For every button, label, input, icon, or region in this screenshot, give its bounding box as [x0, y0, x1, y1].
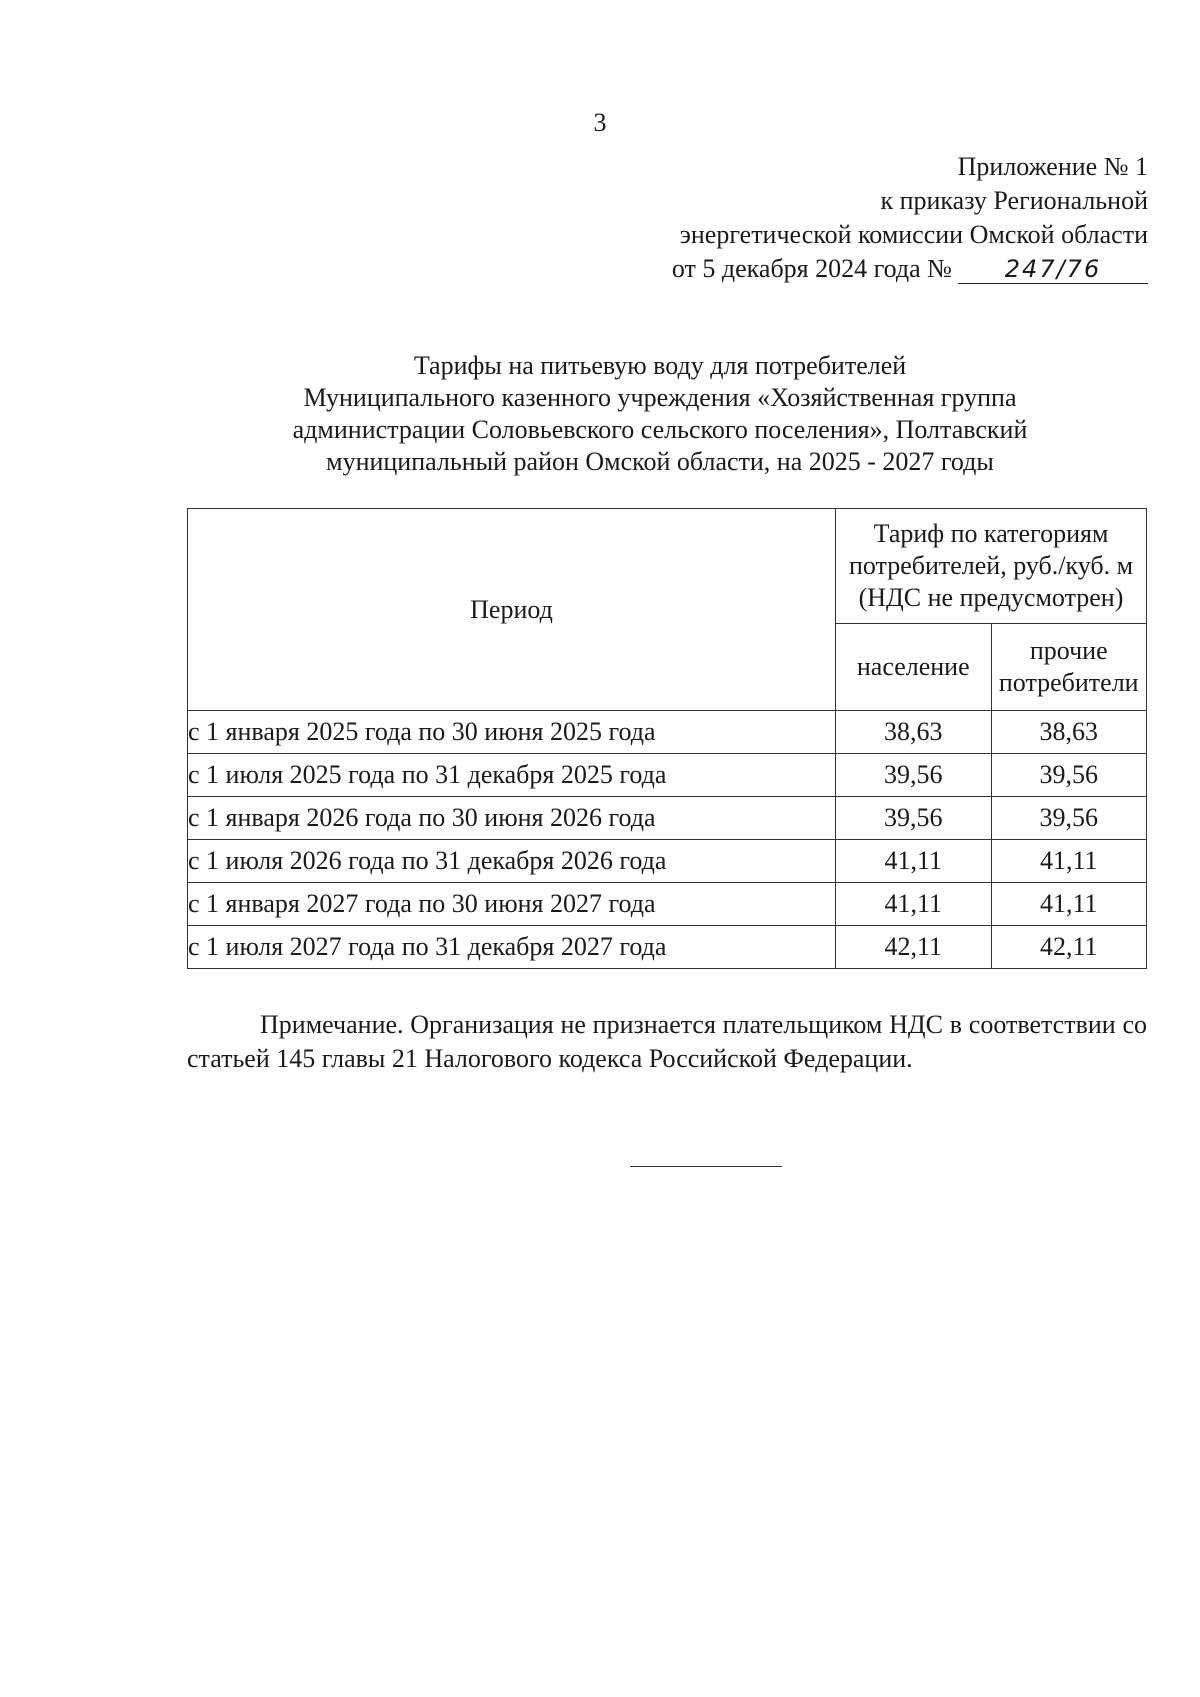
- other-header-line-2: потребители: [998, 668, 1139, 697]
- document-title: [180, 350, 1140, 478]
- tariff-table: [187, 508, 1147, 969]
- appendix-block: [672, 150, 1148, 286]
- closing-divider: [630, 1166, 782, 1167]
- table-row: [188, 883, 1147, 926]
- other-value: 39,56: [991, 797, 1147, 840]
- other-value: 41,11: [991, 883, 1147, 926]
- table-row: [188, 797, 1147, 840]
- period-cell: с 1 января 2027 года по 30 июня 2027 года: [188, 883, 836, 926]
- title-line-3: администрации Соловьевского сельского поселения», Полтавский: [292, 415, 1028, 444]
- period-cell: с 1 января 2025 года по 30 июня 2025 года: [188, 711, 836, 754]
- note-text: Примечание. Организация не признается плательщиком НДС в соответствии со статьей 145 главы 21 Налогового кодекса Российской Федерации.: [187, 1010, 1147, 1073]
- population-header: население: [836, 624, 991, 711]
- tariff-header-line-2: потребителей, руб./куб. м: [848, 551, 1134, 580]
- other-value: 41,11: [991, 840, 1147, 883]
- population-value: 39,56: [836, 754, 991, 797]
- handwritten-order-number: 247/76: [958, 255, 1148, 284]
- appendix-date-line: [672, 252, 1148, 286]
- other-value: 42,11: [991, 926, 1147, 969]
- table-row: [188, 840, 1147, 883]
- population-value: 41,11: [836, 883, 991, 926]
- population-value: 42,11: [836, 926, 991, 969]
- title-line-4: муниципальный район Омской области, на 2025 - 2027 годы: [326, 447, 994, 476]
- period-cell: с 1 июля 2026 года по 31 декабря 2026 года: [188, 840, 836, 883]
- population-value: 38,63: [836, 711, 991, 754]
- other-header-line-1: прочие: [1029, 636, 1108, 665]
- period-header: Период: [188, 509, 836, 711]
- tariff-header-line-3: (НДС не предусмотрен): [858, 583, 1124, 612]
- period-cell: с 1 июля 2027 года по 31 декабря 2027 года: [188, 926, 836, 969]
- population-value: 39,56: [836, 797, 991, 840]
- title-line-2: Муниципального казенного учреждения «Хозяйственная группа: [303, 383, 1017, 412]
- appendix-date: от 5 декабря 2024 года №: [671, 254, 952, 283]
- appendix-commission: энергетической комиссии Омской области: [679, 220, 1148, 249]
- table-row: [188, 711, 1147, 754]
- tariff-header-line-1: Тариф по категориям: [873, 519, 1109, 548]
- title-line-1: Тарифы на питьевую воду для потребителей: [413, 351, 907, 380]
- tariff-header: [836, 509, 1147, 624]
- other-value: 39,56: [991, 754, 1147, 797]
- note-paragraph: [187, 1008, 1147, 1076]
- other-value: 38,63: [991, 711, 1147, 754]
- appendix-order-ref: к приказу Региональной: [880, 186, 1148, 215]
- period-cell: с 1 января 2026 года по 30 июня 2026 года: [188, 797, 836, 840]
- population-value: 41,11: [836, 840, 991, 883]
- page-number: 3: [593, 108, 607, 137]
- appendix-title: Приложение № 1: [957, 152, 1148, 181]
- table-row: [188, 926, 1147, 969]
- other-consumers-header: [991, 624, 1147, 711]
- period-cell: с 1 июля 2025 года по 31 декабря 2025 года: [188, 754, 836, 797]
- table-row: [188, 754, 1147, 797]
